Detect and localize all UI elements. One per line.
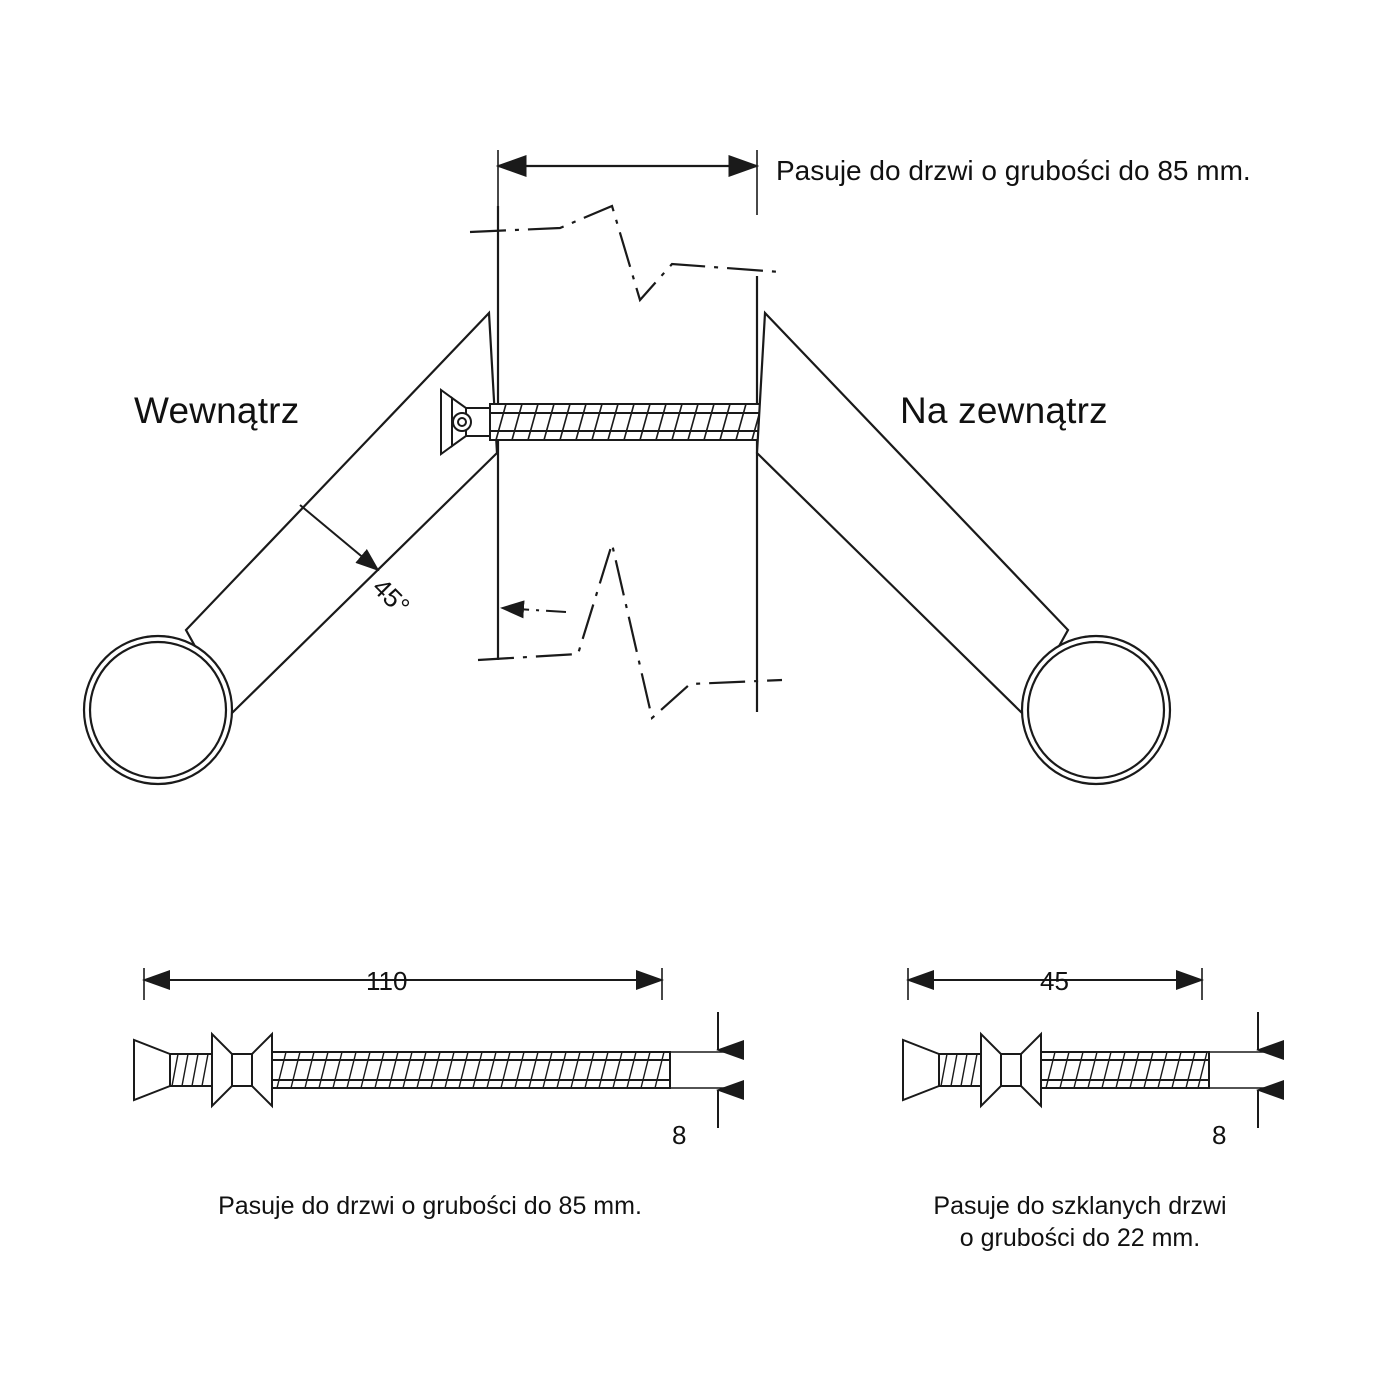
bolt-110-drawing (134, 1034, 670, 1106)
dimension-diameter-45: 8 (1212, 1120, 1227, 1150)
bolt-110-dimensions (144, 968, 730, 1128)
door-face-leader (502, 608, 566, 612)
dimension-diameter-110: 8 (672, 1120, 687, 1150)
caption-bolt-110: Pasuje do drzwi o grubości do 85 mm. (218, 1192, 642, 1220)
door-section (470, 206, 782, 718)
handle-inside (84, 313, 497, 784)
label-outside: Na zewnątrz (900, 390, 1108, 431)
dimension-length-110: 110 (366, 966, 408, 996)
label-inside: Wewnątrz (134, 390, 300, 431)
top-dimension (498, 150, 757, 215)
handle-outside (757, 313, 1170, 784)
label-angle: 45° (366, 572, 416, 622)
caption-bolt-45-line2: o grubości do 22 mm. (959, 1224, 1201, 1252)
label-top-note: Pasuje do drzwi o grubości do 85 mm. (776, 155, 1251, 186)
bolt-45-dimensions (908, 968, 1270, 1128)
dimension-length-45: 45 (1040, 966, 1069, 996)
caption-bolt-45-line1: Pasuje do szklanych drzwi (933, 1192, 1227, 1220)
bolt-45-drawing (903, 1034, 1209, 1106)
